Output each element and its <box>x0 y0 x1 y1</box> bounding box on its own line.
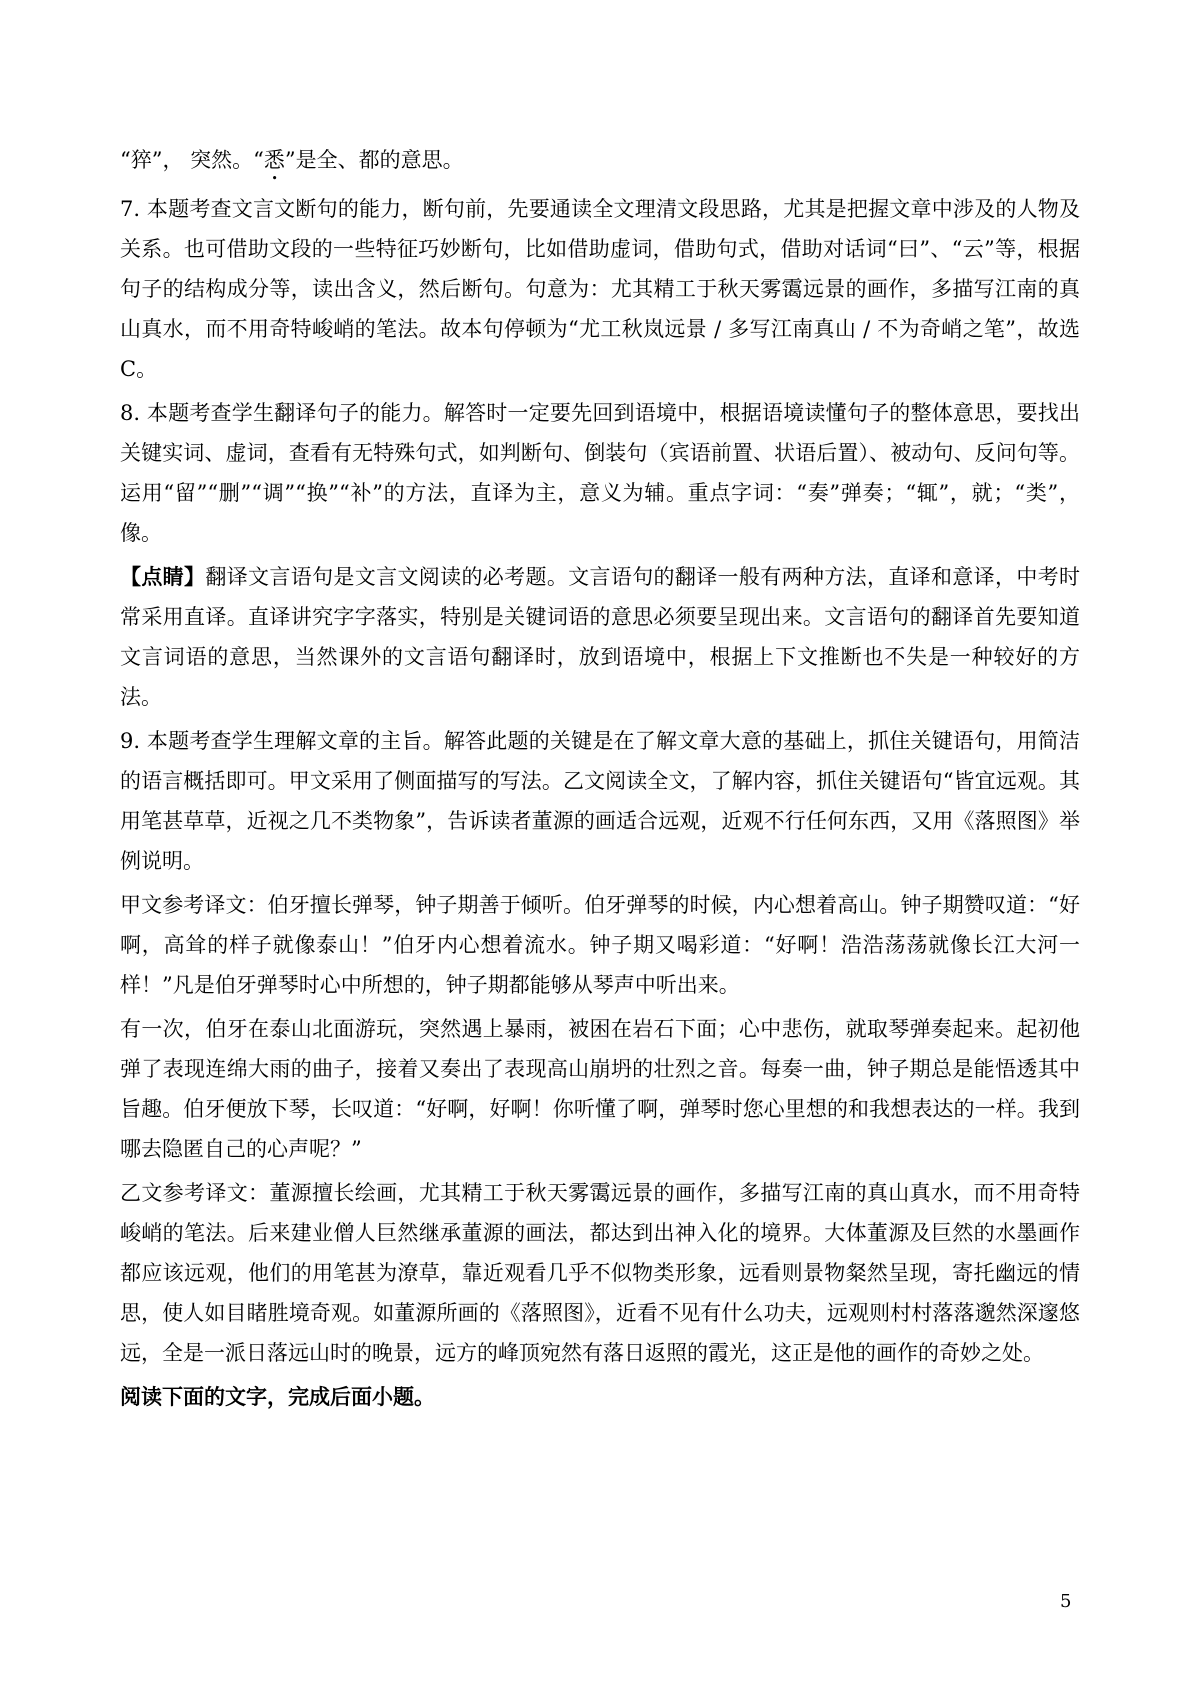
text-segment: 乙文参考译文：董源擅长绘画，尤其精工于秋天雾霭远景的画作，多描写江南的真山真水，而不用奇特峻峭的笔法。后来建业僧人巨然继承董源的画法，都达到出神入化的境界。大体董源及巨然的水墨画作都应该远观，他们的用笔甚为潦草，靠近观看几乎不似物类形象，远看则景物粲然呈现，寄托幽远的情思，使人如目睹胜境奇观。如董源所画的《落照图》，近看不见有什么功夫，远观则村村落落邈然深邃悠远，全是一派日落远山时的晚景，远方的峰顶宛然有落日返照的霞光，这正是他的画作的奇妙之处。 <box>120 1181 1080 1365</box>
text-segment: 8. 本题考查学生翻译句子的能力。解答时一定要先回到语境中，根据语境读懂句子的整体意思，要找出关键实词、虚词，查看有无特殊句式，如判断句、倒装句（宾语前置、状语后置）、被动句、反问句等。运用“留”“删”“调”“换”“补”的方法，直译为主，意义为辅。重点字词：“奏”弹奏；“辄”，就；“类”，像。 <box>120 401 1080 545</box>
paragraph-translation-jia-2 <box>120 1009 1080 1169</box>
paragraph-dianjing <box>120 557 1080 717</box>
text-segment: ”是全、都的意思。 <box>284 148 464 172</box>
paragraph-answer-8 <box>120 393 1080 553</box>
paragraph-answer-9 <box>120 721 1080 881</box>
text-segment: 翻译文言语句是文言文阅读的必考题。文言语句的翻译一般有两种方法，直译和意译，中考时常采用直译。直译讲究字字落实，特别是关键词语的意思必须要呈现出来。文言语句的翻译首先要知道文言词语的意思，当然课外的文言语句翻译时，放到语境中，根据上下文推断也不失是一种较好的方法。 <box>120 565 1081 709</box>
reading-instruction: 阅读下面的文字，完成后面小题。 <box>120 1384 435 1409</box>
page-number: 5 <box>1060 1591 1072 1612</box>
dianjing-label: 【点睛】 <box>120 564 206 589</box>
text-segment: 有一次，伯牙在泰山北面游玩，突然遇上暴雨，被困在岩石下面；心中悲伤，就取琴弹奏起来。起初他弹了表现连绵大雨的曲子，接着又奏出了表现高山崩坍的壮烈之音。每奏一曲，钟子期总是能悟透其中旨趣。伯牙便放下琴，长叹道：“好啊，好啊！你听懂了啊，弹琴时您心里想的和我想表达的一样。我到哪去隐匿自己的心声呢？” <box>120 1017 1080 1161</box>
document-body <box>120 140 1080 1417</box>
text-segment: 甲文参考译文：伯牙擅长弹琴，钟子期善于倾听。伯牙弹琴的时候，内心想着高山。钟子期赞叹道：“好啊，高耸的样子就像泰山！”伯牙内心想着流水。钟子期又喝彩道：“好啊！浩浩荡荡就像长江大河一样！”凡是伯牙弹琴时心中所想的，钟子期都能够从琴声中听出来。 <box>120 893 1080 997</box>
text-segment: “猝”， 突然。“ <box>120 148 264 172</box>
text-segment: 9. 本题考查学生理解文章的主旨。解答此题的关键是在了解文章大意的基础上，抓住关键语句，用简洁的语言概括即可。甲文采用了侧面描写的写法。乙文阅读全文，了解内容，抓住关键语句“皆宜远观。其用笔甚草草，近视之几不类物象”，告诉读者董源的画适合远观，近观不行任何东西，又用《落照图》举例说明。 <box>120 729 1080 873</box>
text-segment: 7. 本题考查文言文断句的能力，断句前，先要通读全文理清文段思路，尤其是把握文章中涉及的人物及关系。也可借助文段的一些特征巧妙断句，比如借助虚词，借助句式，借助对话词“曰”、“云”等，根据句子的结构成分等，读出含义，然后断句。句意为：尤其精工于秋天雾霭远景的画作，多描写江南的真山真水，而不用奇特峻峭的笔法。故本句停顿为“尤工秋岚远景 / 多写江南真山 / 不为奇峭之笔”，故选C。 <box>120 197 1080 381</box>
paragraph-translation-jia-1 <box>120 885 1080 1005</box>
emphasized-character: 悉 <box>263 148 285 172</box>
paragraph-reading-instruction <box>120 1377 1080 1417</box>
paragraph-translation-yi <box>120 1173 1080 1373</box>
paragraph-answer-7 <box>120 189 1080 389</box>
paragraph-answer-6-note <box>120 140 1080 185</box>
